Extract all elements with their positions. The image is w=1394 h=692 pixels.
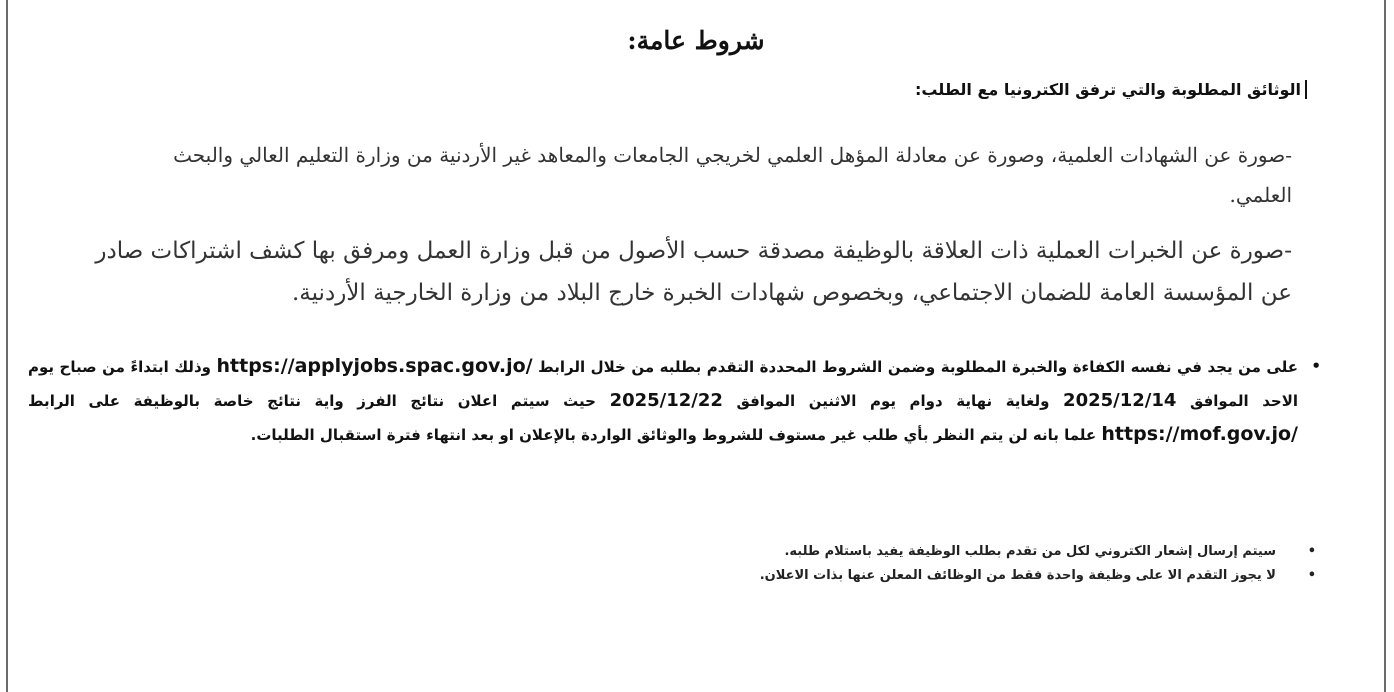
end-date: 2025/12/22 <box>609 390 723 411</box>
document-content <box>8 0 1384 692</box>
document-page <box>6 0 1386 692</box>
certificates-paragraph: -صورة عن الشهادات العلمية، وصورة عن معادلة المؤهل العلمي لخريجي الجامعات والمعاهد غير الأردنية من وزارة التعليم العالي والبحث العلمي. <box>173 143 1292 207</box>
instructions-part-4: حيث سيتم اعلان نتائج الفرز واية نتائج خاصة بالوظيفة على الرابط <box>28 392 596 410</box>
note-text: سيتم إرسال إشعار الكتروني لكل من تقدم بطلب الوظيفة يفيد باستلام طلبه. <box>784 544 1276 559</box>
instructions-part-3: ولغاية نهاية دوام يوم الاثنين الموافق <box>736 392 1050 410</box>
results-link[interactable]: https://mof.gov.jo/ <box>1101 423 1298 445</box>
application-instructions-text <box>28 350 1298 452</box>
instructions-part-2: وذلك ابتداءً من صباح يوم الاحد الموافق <box>28 358 1299 410</box>
notes-list <box>208 540 1320 588</box>
bullet-marker: • <box>1307 568 1316 583</box>
instructions-part-1: على من يجد في نفسه الكفاءة والخبرة المطلوبة وضمن الشروط المحددة التقدم بطلبه من خلال الرابط <box>538 358 1298 376</box>
bullet-marker: • <box>1307 544 1316 559</box>
list-item <box>208 540 1320 564</box>
bullet-marker: • <box>1311 357 1321 375</box>
instructions-part-5: علما بانه لن يتم النظر بأي طلب غير مستوف للشروط والوثائق الواردة بالإعلان او بعد انتهاء فترة استقبال الطلبات. <box>250 426 1097 444</box>
apply-link[interactable]: https://applyjobs.spac.gov.jo/ <box>216 355 533 377</box>
application-instructions <box>28 350 1320 452</box>
experience-paragraph: -صورة عن الخبرات العملية ذات العلاقة بالوظيفة مصدقة حسب الأصول من قبل وزارة العمل ومرفق بها كشف اشتراكات صادر عن المؤسسة العامة للضمان الاجتماعي، وبخصوص شهادات الخبرة خارج البلاد من وزارة الخارجية الأردنية. <box>95 238 1292 306</box>
required-documents-heading: الوثائق المطلوبة والتي ترفق الكترونيا مع الطلب: <box>915 80 1307 99</box>
page-title: شروط عامة: <box>627 26 765 55</box>
start-date: 2025/12/14 <box>1063 390 1177 411</box>
list-item <box>208 564 1320 588</box>
note-text: لا يجوز التقدم الا على وظيفة واحدة فقط من الوظائف المعلن عنها بذات الاعلان. <box>759 568 1276 583</box>
